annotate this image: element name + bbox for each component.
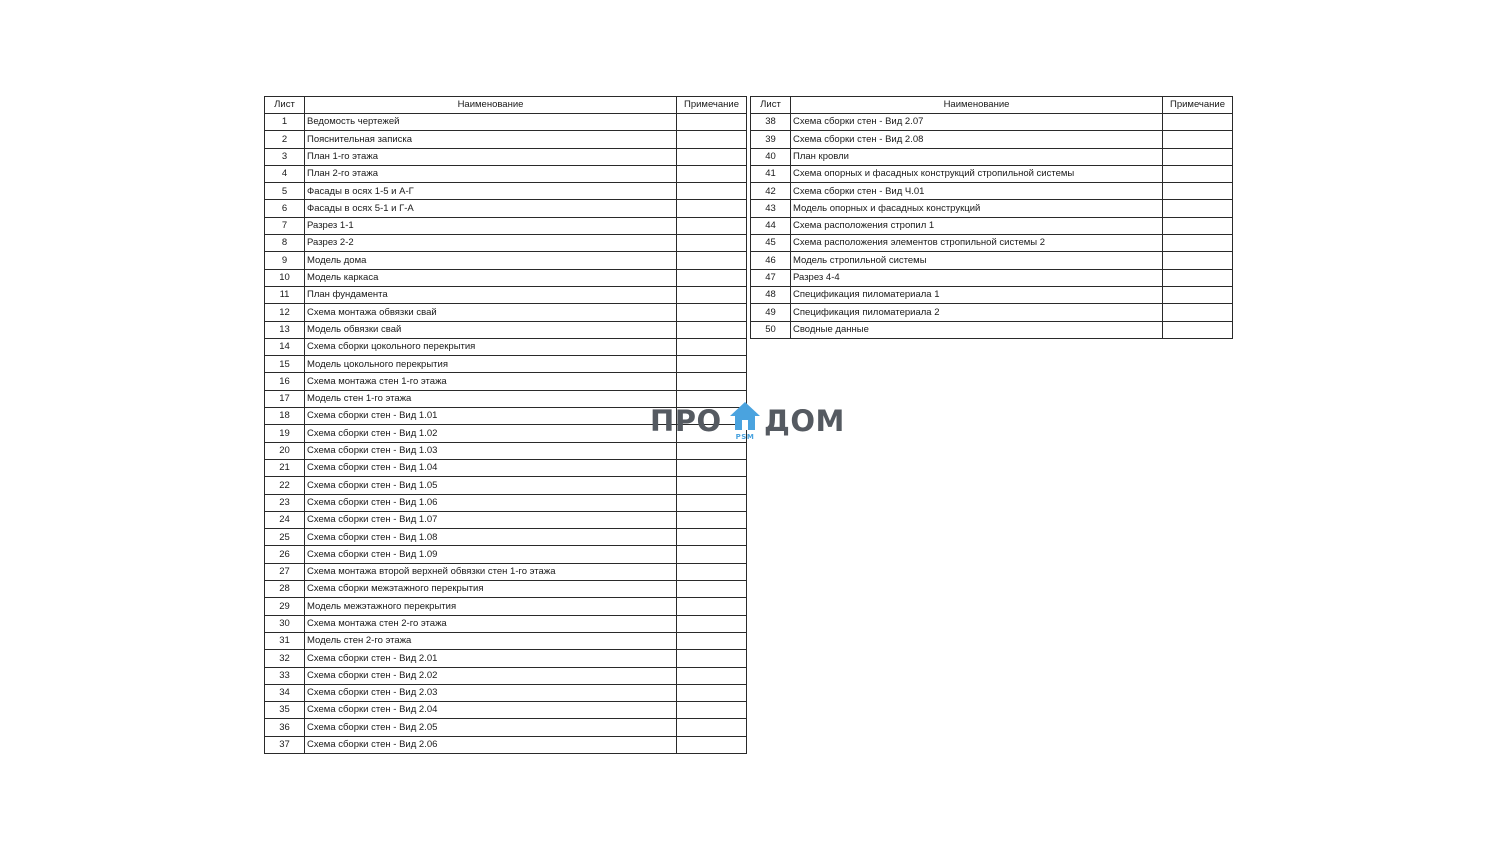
table-row bbox=[265, 667, 747, 684]
table-row bbox=[265, 338, 747, 355]
note-cell bbox=[677, 373, 747, 390]
table-row bbox=[265, 252, 747, 269]
sheet-number-cell: 46 bbox=[751, 252, 791, 269]
sheet-number-cell: 18 bbox=[265, 408, 305, 425]
table-row bbox=[265, 477, 747, 494]
sheet-number-cell: 3 bbox=[265, 148, 305, 165]
note-cell bbox=[677, 442, 747, 459]
drawing-name-cell: Фасады в осях 5-1 и Г-А bbox=[305, 200, 677, 217]
note-cell bbox=[677, 667, 747, 684]
table-row bbox=[265, 563, 747, 580]
note-cell bbox=[1163, 286, 1233, 303]
drawing-name-cell: Схема монтажа второй верхней обвязки стен 1-го этажа bbox=[305, 563, 677, 580]
note-cell bbox=[677, 615, 747, 632]
drawing-name-cell: Модель дома bbox=[305, 252, 677, 269]
drawing-name-cell: Схема сборки стен - Вид 2.06 bbox=[305, 736, 677, 753]
note-cell bbox=[677, 269, 747, 286]
note-cell bbox=[1163, 321, 1233, 338]
drawing-name-cell: Сводные данные bbox=[791, 321, 1163, 338]
sheet-number-cell: 50 bbox=[751, 321, 791, 338]
table-row bbox=[751, 217, 1233, 234]
sheet-number-cell: 22 bbox=[265, 477, 305, 494]
sheet-number-cell: 17 bbox=[265, 390, 305, 407]
note-cell bbox=[677, 252, 747, 269]
sheet-number-cell: 44 bbox=[751, 217, 791, 234]
sheet-number-cell: 21 bbox=[265, 459, 305, 476]
note-cell bbox=[1163, 131, 1233, 148]
drawing-name-cell: Модель каркаса bbox=[305, 269, 677, 286]
note-cell bbox=[677, 338, 747, 355]
note-cell bbox=[677, 131, 747, 148]
drawing-name-cell: Схема сборки стен - Вид 2.01 bbox=[305, 650, 677, 667]
sheet-number-cell: 13 bbox=[265, 321, 305, 338]
table-row bbox=[265, 183, 747, 200]
drawing-name-cell: План 2-го этажа bbox=[305, 165, 677, 182]
sheet-number-cell: 28 bbox=[265, 581, 305, 598]
table-row bbox=[265, 286, 747, 303]
table-row bbox=[751, 321, 1233, 338]
drawing-name-cell: Фасады в осях 1-5 и А-Г bbox=[305, 183, 677, 200]
sheet-number-cell: 37 bbox=[265, 736, 305, 753]
table-row bbox=[265, 217, 747, 234]
logo-tag: PSM bbox=[735, 433, 755, 440]
note-cell bbox=[677, 304, 747, 321]
note-cell bbox=[1163, 304, 1233, 321]
header-name: Наименование bbox=[791, 97, 1163, 114]
sheet-number-cell: 29 bbox=[265, 598, 305, 615]
note-cell bbox=[677, 546, 747, 563]
note-cell bbox=[1163, 148, 1233, 165]
drawing-list-table-right bbox=[750, 96, 1233, 339]
house-icon bbox=[728, 400, 762, 440]
table-row bbox=[265, 165, 747, 182]
sheet-number-cell: 45 bbox=[751, 235, 791, 252]
drawing-name-cell: Модель межэтажного перекрытия bbox=[305, 598, 677, 615]
table-row bbox=[265, 632, 747, 649]
table-row bbox=[751, 200, 1233, 217]
note-cell bbox=[677, 148, 747, 165]
sheet-number-cell: 19 bbox=[265, 425, 305, 442]
sheet-number-cell: 9 bbox=[265, 252, 305, 269]
table-row bbox=[265, 615, 747, 632]
note-cell bbox=[677, 511, 747, 528]
table-row bbox=[265, 529, 747, 546]
sheet-number-cell: 36 bbox=[265, 719, 305, 736]
drawing-name-cell: Схема сборки стен - Вид 1.06 bbox=[305, 494, 677, 511]
drawing-name-cell: Схема сборки стен - Вид 2.08 bbox=[791, 131, 1163, 148]
sheet-number-cell: 31 bbox=[265, 632, 305, 649]
table-row bbox=[265, 702, 747, 719]
note-cell bbox=[677, 286, 747, 303]
sheet-number-cell: 35 bbox=[265, 702, 305, 719]
note-cell bbox=[677, 702, 747, 719]
sheet-number-cell: 11 bbox=[265, 286, 305, 303]
watermark-logo bbox=[650, 402, 850, 442]
drawing-name-cell: Схема сборки стен - Вид 2.04 bbox=[305, 702, 677, 719]
table-row bbox=[751, 269, 1233, 286]
drawing-name-cell: Схема сборки стен - Вид 2.03 bbox=[305, 684, 677, 701]
drawing-name-cell: Пояснительная записка bbox=[305, 131, 677, 148]
header-note: Примечание bbox=[677, 97, 747, 114]
note-cell bbox=[677, 494, 747, 511]
table-row bbox=[265, 114, 747, 131]
drawing-name-cell: Модель стропильной системы bbox=[791, 252, 1163, 269]
note-cell bbox=[1163, 217, 1233, 234]
table-row bbox=[265, 684, 747, 701]
table-row bbox=[751, 235, 1233, 252]
sheet-number-cell: 7 bbox=[265, 217, 305, 234]
note-cell bbox=[1163, 183, 1233, 200]
note-cell bbox=[677, 321, 747, 338]
note-cell bbox=[677, 200, 747, 217]
drawing-name-cell: Разрез 4-4 bbox=[791, 269, 1163, 286]
drawing-name-cell: Схема сборки стен - Вид 1.08 bbox=[305, 529, 677, 546]
sheet-number-cell: 43 bbox=[751, 200, 791, 217]
drawing-name-cell: Схема расположения стропил 1 bbox=[791, 217, 1163, 234]
table-row bbox=[265, 131, 747, 148]
note-cell bbox=[677, 598, 747, 615]
sheet-number-cell: 2 bbox=[265, 131, 305, 148]
note-cell bbox=[677, 235, 747, 252]
header-note: Примечание bbox=[1163, 97, 1233, 114]
table-row bbox=[265, 650, 747, 667]
note-cell bbox=[677, 356, 747, 373]
table-row bbox=[751, 114, 1233, 131]
table-row bbox=[265, 598, 747, 615]
note-cell bbox=[1163, 269, 1233, 286]
drawing-name-cell: Схема сборки стен - Вид Ч.01 bbox=[791, 183, 1163, 200]
sheet-number-cell: 33 bbox=[265, 667, 305, 684]
table-row bbox=[265, 511, 747, 528]
table-row bbox=[751, 165, 1233, 182]
header-sheet: Лист bbox=[265, 97, 305, 114]
drawing-name-cell: Ведомость чертежей bbox=[305, 114, 677, 131]
sheet-number-cell: 32 bbox=[265, 650, 305, 667]
table-row bbox=[265, 356, 747, 373]
drawing-name-cell: Схема сборки стен - Вид 2.07 bbox=[791, 114, 1163, 131]
sheet-number-cell: 6 bbox=[265, 200, 305, 217]
logo-word-pro: ПРО bbox=[650, 404, 722, 438]
note-cell bbox=[1163, 235, 1233, 252]
header-sheet: Лист bbox=[751, 97, 791, 114]
drawing-name-cell: Схема сборки стен - Вид 1.05 bbox=[305, 477, 677, 494]
drawing-name-cell: Схема сборки стен - Вид 1.07 bbox=[305, 511, 677, 528]
drawing-name-cell: Схема сборки стен - Вид 2.02 bbox=[305, 667, 677, 684]
sheet-number-cell: 4 bbox=[265, 165, 305, 182]
table-row bbox=[265, 581, 747, 598]
table-row bbox=[265, 373, 747, 390]
sheet-number-cell: 15 bbox=[265, 356, 305, 373]
note-cell bbox=[677, 183, 747, 200]
sheet-number-cell: 20 bbox=[265, 442, 305, 459]
drawing-name-cell: Схема сборки стен - Вид 1.03 bbox=[305, 442, 677, 459]
drawing-name-cell: Модель цокольного перекрытия bbox=[305, 356, 677, 373]
sheet-number-cell: 34 bbox=[265, 684, 305, 701]
drawing-name-cell: Схема опорных и фасадных конструкций стропильной системы bbox=[791, 165, 1163, 182]
logo-word-dom: ДОМ bbox=[764, 404, 845, 438]
sheet-number-cell: 42 bbox=[751, 183, 791, 200]
drawing-name-cell: Схема расположения элементов стропильной системы 2 bbox=[791, 235, 1163, 252]
note-cell bbox=[677, 650, 747, 667]
header-name: Наименование bbox=[305, 97, 677, 114]
drawing-name-cell: План кровли bbox=[791, 148, 1163, 165]
note-cell bbox=[677, 632, 747, 649]
sheet-number-cell: 48 bbox=[751, 286, 791, 303]
drawing-name-cell: Схема монтажа обвязки свай bbox=[305, 304, 677, 321]
sheet-number-cell: 38 bbox=[751, 114, 791, 131]
sheet-number-cell: 39 bbox=[751, 131, 791, 148]
note-cell bbox=[677, 719, 747, 736]
table-row bbox=[265, 494, 747, 511]
note-cell bbox=[677, 529, 747, 546]
table-row bbox=[265, 304, 747, 321]
drawing-name-cell: Схема сборки стен - Вид 1.01 bbox=[305, 408, 677, 425]
note-cell bbox=[1163, 114, 1233, 131]
drawing-name-cell: Схема монтажа стен 1-го этажа bbox=[305, 373, 677, 390]
sheet-number-cell: 23 bbox=[265, 494, 305, 511]
table-row bbox=[265, 148, 747, 165]
note-cell bbox=[677, 217, 747, 234]
note-cell bbox=[677, 736, 747, 753]
sheet-number-cell: 49 bbox=[751, 304, 791, 321]
note-cell bbox=[677, 581, 747, 598]
sheet-number-cell: 12 bbox=[265, 304, 305, 321]
drawing-name-cell: Схема сборки стен - Вид 2.05 bbox=[305, 719, 677, 736]
sheet-number-cell: 30 bbox=[265, 615, 305, 632]
sheet-number-cell: 47 bbox=[751, 269, 791, 286]
table-body-right bbox=[751, 114, 1233, 339]
note-cell bbox=[677, 477, 747, 494]
drawing-name-cell: Спецификация пиломатериала 2 bbox=[791, 304, 1163, 321]
table-row bbox=[751, 183, 1233, 200]
sheet-number-cell: 14 bbox=[265, 338, 305, 355]
note-cell bbox=[677, 563, 747, 580]
drawing-name-cell: Модель стен 2-го этажа bbox=[305, 632, 677, 649]
sheet-number-cell: 1 bbox=[265, 114, 305, 131]
table-row bbox=[751, 286, 1233, 303]
sheet-number-cell: 27 bbox=[265, 563, 305, 580]
note-cell bbox=[677, 684, 747, 701]
drawing-name-cell: План фундамента bbox=[305, 286, 677, 303]
table-row bbox=[265, 321, 747, 338]
drawing-name-cell: Схема сборки межэтажного перекрытия bbox=[305, 581, 677, 598]
sheet-number-cell: 25 bbox=[265, 529, 305, 546]
table-row bbox=[265, 546, 747, 563]
drawing-name-cell: Разрез 1-1 bbox=[305, 217, 677, 234]
drawing-name-cell: Спецификация пиломатериала 1 bbox=[791, 286, 1163, 303]
note-cell bbox=[677, 459, 747, 476]
drawing-name-cell: Разрез 2-2 bbox=[305, 235, 677, 252]
drawing-name-cell: Схема сборки стен - Вид 1.04 bbox=[305, 459, 677, 476]
drawing-name-cell: Модель стен 1-го этажа bbox=[305, 390, 677, 407]
table-row bbox=[751, 304, 1233, 321]
sheet-number-cell: 10 bbox=[265, 269, 305, 286]
table-row bbox=[751, 131, 1233, 148]
drawing-name-cell: Схема сборки цокольного перекрытия bbox=[305, 338, 677, 355]
drawing-name-cell: Модель обвязки свай bbox=[305, 321, 677, 338]
drawing-name-cell: Схема сборки стен - Вид 1.09 bbox=[305, 546, 677, 563]
table-header-row bbox=[751, 97, 1233, 114]
sheet-number-cell: 5 bbox=[265, 183, 305, 200]
table-row bbox=[265, 459, 747, 476]
note-cell bbox=[677, 114, 747, 131]
sheet-number-cell: 26 bbox=[265, 546, 305, 563]
table-row bbox=[265, 442, 747, 459]
table-row bbox=[265, 719, 747, 736]
table-row bbox=[265, 736, 747, 753]
sheet-number-cell: 41 bbox=[751, 165, 791, 182]
table-row bbox=[751, 252, 1233, 269]
drawing-name-cell: План 1-го этажа bbox=[305, 148, 677, 165]
table-header-row bbox=[265, 97, 747, 114]
note-cell bbox=[677, 165, 747, 182]
sheet-number-cell: 8 bbox=[265, 235, 305, 252]
note-cell bbox=[1163, 252, 1233, 269]
note-cell bbox=[1163, 165, 1233, 182]
sheet-number-cell: 16 bbox=[265, 373, 305, 390]
note-cell bbox=[1163, 200, 1233, 217]
drawing-name-cell: Схема сборки стен - Вид 1.02 bbox=[305, 425, 677, 442]
table-row bbox=[265, 269, 747, 286]
drawing-name-cell: Модель опорных и фасадных конструкций bbox=[791, 200, 1163, 217]
sheet-number-cell: 24 bbox=[265, 511, 305, 528]
sheet-number-cell: 40 bbox=[751, 148, 791, 165]
table-row bbox=[265, 200, 747, 217]
table-row bbox=[265, 235, 747, 252]
table-row bbox=[751, 148, 1233, 165]
drawing-name-cell: Схема монтажа стен 2-го этажа bbox=[305, 615, 677, 632]
